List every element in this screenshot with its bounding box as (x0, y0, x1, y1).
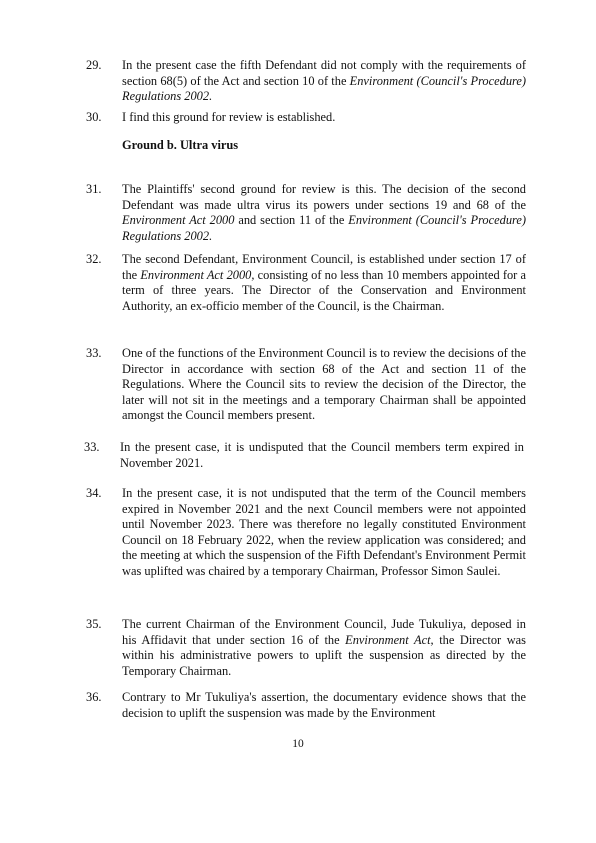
text-segment: I find this ground for review is established. (122, 110, 336, 124)
paragraph-body (122, 617, 526, 679)
paragraph-body (122, 58, 526, 105)
italic-citation: Environment Act 2000 (122, 213, 235, 228)
paragraph-33b (84, 440, 524, 471)
paragraph-31 (86, 182, 526, 244)
text-segment: In the present case, it is undisputed that the Council members term expired in November 2021. (120, 440, 524, 470)
paragraph-number: 31. (86, 182, 102, 196)
text-segment: In the present case, it is not undisputed that the term of the Council members expired in November 2021 and the next Council members were not appointed until November 2023. There was therefore no legally constituted Environment Council on 18 February 2022, when the review application was considered; and the meeting at which the suspension of the Fifth Defendant's Environment Permit was uplifted was chaired by a temporary Chairman, Professor Simon Saulei. (122, 486, 526, 578)
text-segment: consisting of no less than 10 members appointed for a term of three years. The Director of the Conservation and Environment Authority, an ex-officio member of the Council, is the Chairman. (122, 267, 526, 313)
paragraph-number: 29. (86, 58, 102, 72)
paragraph-number: 34. (86, 486, 102, 500)
paragraph-35 (86, 617, 526, 679)
paragraph-30 (86, 110, 526, 126)
italic-citation: Environment (Council's Procedure) Regulations 2002. (122, 213, 527, 243)
page-number: 10 (292, 738, 304, 750)
paragraph-36 (86, 690, 526, 721)
paragraph-number: 36. (86, 690, 102, 704)
text-segment: The second Defendant, Environment Council, is established under section 17 of the (122, 252, 526, 282)
paragraph-number: 33. (86, 346, 102, 360)
text-segment: The Plaintiffs' second ground for review is this. The decision of the second Defendant was made ultra virus its powers under sections 19 and 68 of the (122, 182, 526, 212)
text-segment: The current Chairman of the Environment Council, Jude Tukuliya, deposed in his Affidavit that under section 16 of the (122, 617, 526, 647)
text-segment: Contrary to Mr Tukuliya's assertion, the documentary evidence shows that the decision to uplift the suspension was made by the Environment (122, 690, 526, 720)
paragraph-number: 32. (86, 252, 102, 266)
text-segment: and section 11 of the (234, 213, 349, 228)
paragraph-body (122, 486, 526, 580)
paragraph-34 (86, 486, 526, 580)
paragraph-body (122, 182, 526, 244)
italic-citation: Environment Act, (345, 632, 434, 647)
paragraph-number: 30. (86, 110, 102, 124)
section-heading: Ground b. Ultra virus (122, 138, 239, 152)
text-segment: In the present case the fifth Defendant did not comply with the requirements of section 68(5) of the Act and section 10 of the (122, 58, 526, 88)
paragraph-number: 33. (84, 440, 100, 454)
paragraph-body (122, 690, 526, 721)
paragraph-body (122, 252, 526, 314)
paragraph-number: 35. (86, 617, 102, 631)
text-segment: One of the functions of the Environment Council is to review the decisions of the Director in accordance with section 68 of the Act and section 11 of the Regulations. Where the Council sits to review the decision of the Director, the later will not sit in the meetings and a temporary Chairman shall be appointed amongst the Council members present. (122, 346, 526, 423)
paragraph-32 (86, 252, 526, 314)
italic-citation: Environment (Council's Procedure) Regulations 2002. (122, 73, 526, 104)
italic-citation: Environment Act 2000, (140, 267, 255, 282)
paragraph-body (122, 110, 526, 126)
paragraph-body (120, 440, 524, 471)
text-segment: the Director was within his administrative powers to uplift the suspension as directed by the Temporary Chairman. (122, 632, 526, 678)
paragraph-body (122, 346, 526, 424)
paragraph-33 (86, 346, 526, 424)
paragraph-29 (86, 58, 526, 105)
